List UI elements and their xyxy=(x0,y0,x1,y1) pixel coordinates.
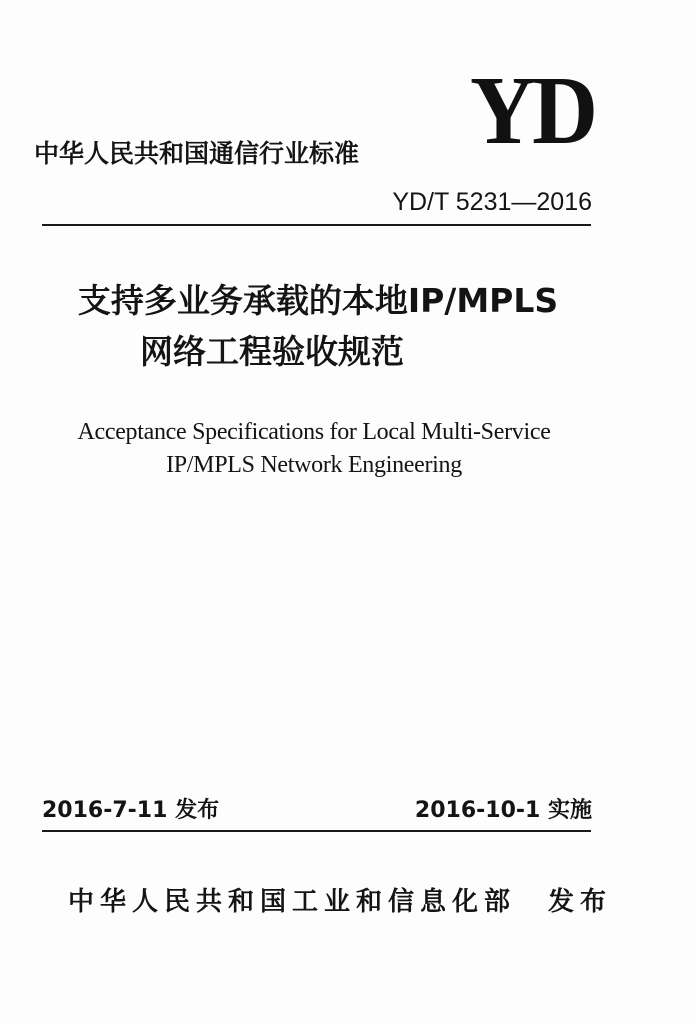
issue-date: 2016-7-11 发布 xyxy=(42,798,220,823)
standard-number: YD/T 5231—2016 xyxy=(392,188,592,216)
title-english-line-1: Acceptance Specifications for Local Multi-Service xyxy=(77,419,551,445)
title-english-line-2: IP/MPLS Network Engineering xyxy=(166,452,462,478)
title-chinese-line-1: 支持多业务承载的本地IP/MPLS xyxy=(77,281,559,320)
implementation-date: 2016-10-1 实施 xyxy=(414,798,592,823)
top-divider xyxy=(42,224,591,226)
title-chinese-line-2: 网络工程验收规范 xyxy=(140,332,404,371)
bottom-divider xyxy=(42,830,591,832)
standard-category: 中华人民共和国通信行业标准 xyxy=(34,139,360,168)
publisher: 中华人民共和国工业和信息化部 发布 xyxy=(68,887,613,917)
yd-logo: YD xyxy=(470,57,595,165)
